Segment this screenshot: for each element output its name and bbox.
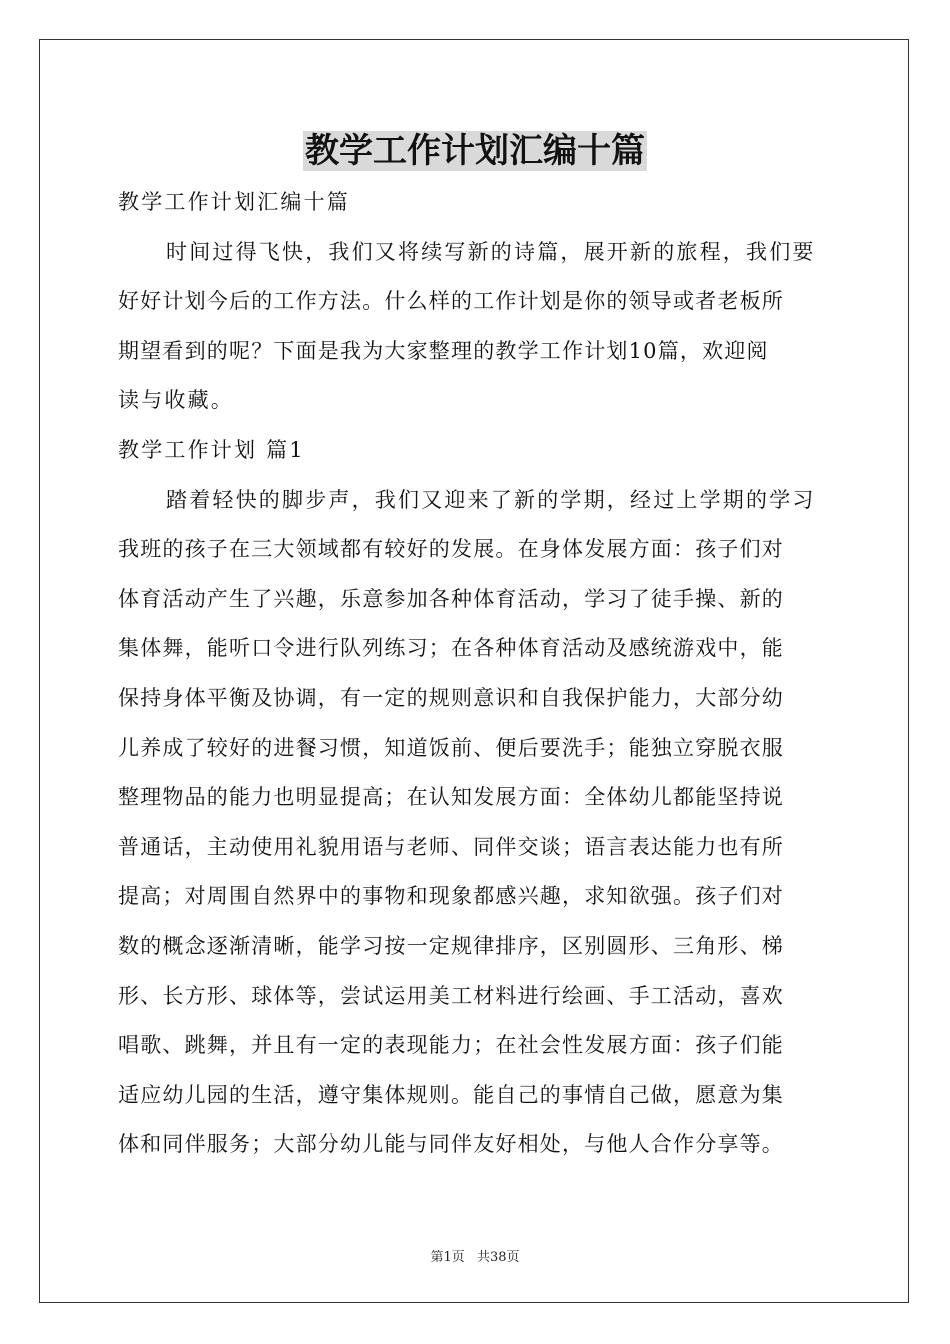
subtitle-line: 教学工作计划汇编十篇 <box>118 190 350 214</box>
page-number: 第1页 <box>430 1250 465 1265</box>
document-title-text: 教学工作计划汇编十篇 <box>305 131 645 171</box>
section-heading: 教学工作计划 篇1 <box>118 437 305 462</box>
paragraph-line: 我班的孩子在三大领域都有较好的发展。在身体发展方面：孩子们对 <box>118 537 784 562</box>
document-body <box>118 178 834 1170</box>
intro-line: 读与收藏。 <box>118 388 234 413</box>
paragraph-line: 数的概念逐渐清晰，能学习按一定规律排序，区别圆形、三角形、梯 <box>118 933 784 958</box>
intro-line: 时间过得飞快，我们又将续写新的诗篇，展开新的旅程，我们要 <box>166 239 816 264</box>
paragraph-line: 体和同伴服务；大部分幼儿能与同伴友好相处，与他人合作分享等。 <box>118 1132 784 1157</box>
paragraph-line: 形、长方形、球体等，尝试运用美工材料进行绘画、手工活动，喜欢 <box>118 983 784 1008</box>
paragraph-line: 集体舞，能听口令进行队列练习；在各种体育活动及感统游戏中，能 <box>118 636 784 661</box>
paragraph-line: 保持身体平衡及协调，有一定的规则意识和自我保护能力，大部分幼 <box>118 685 784 710</box>
paragraph-line: 普通话，主动使用礼貌用语与老师、同伴交谈；语言表达能力也有所 <box>118 834 784 859</box>
paragraph-line: 提高；对周围自然界中的事物和现象都感兴趣，求知欲强。孩子们对 <box>118 884 784 909</box>
document-title <box>0 126 950 176</box>
paragraph-line: 整理物品的能力也明显提高；在认知发展方面：全体幼儿都能坚持说 <box>118 785 784 810</box>
paragraph-line: 儿养成了较好的进餐习惯，知道饭前、便后要洗手；能独立穿脱衣服 <box>118 735 784 760</box>
intro-line: 期望看到的呢？下面是我为大家整理的教学工作计划10篇，欢迎阅 <box>118 338 769 363</box>
intro-line: 好好计划今后的工作方法。什么样的工作计划是你的领导或者老板所 <box>118 289 784 314</box>
page-total: 共38页 <box>476 1250 520 1265</box>
paragraph-line: 体育活动产生了兴趣，乐意参加各种体育活动，学习了徒手操、新的 <box>118 586 784 611</box>
paragraph-line: 唱歌、跳舞，并且有一定的表现能力；在社会性发展方面：孩子们能 <box>118 1033 784 1058</box>
paragraph-line: 适应幼儿园的生活，遵守集体规则。能自己的事情自己做，愿意为集 <box>118 1082 784 1107</box>
page-footer <box>0 1248 950 1268</box>
paragraph-line: 踏着轻快的脚步声，我们又迎来了新的学期，经过上学期的学习 <box>166 487 816 512</box>
